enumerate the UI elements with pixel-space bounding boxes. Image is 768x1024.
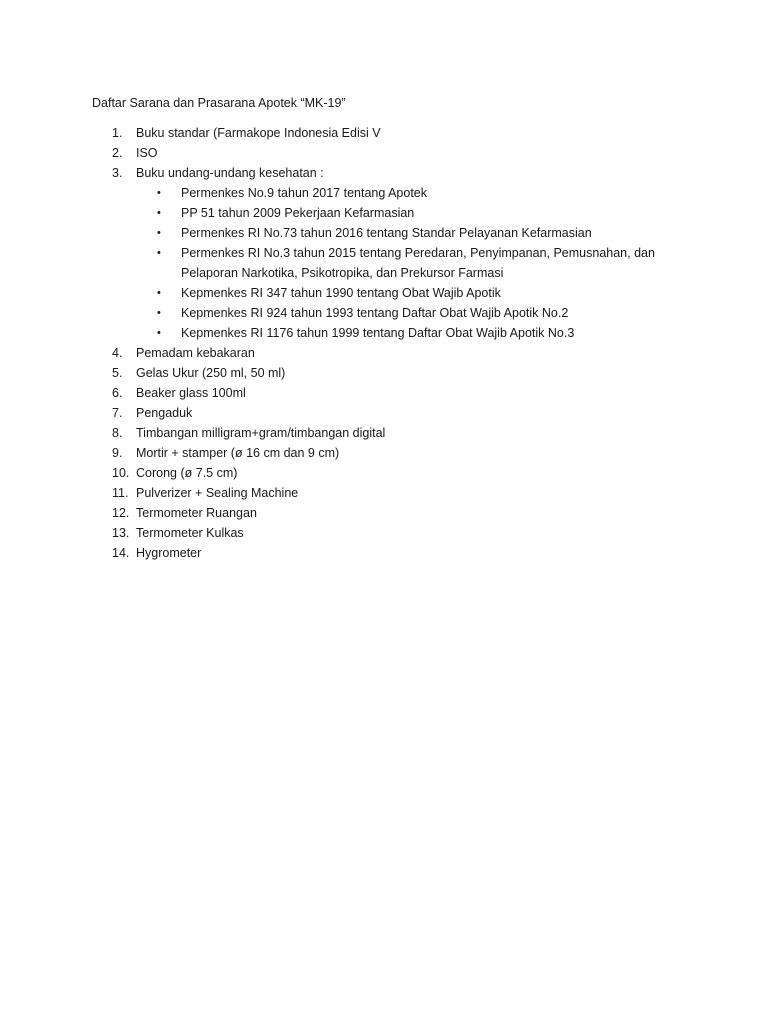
bullet-icon: •	[157, 307, 161, 319]
sublist-item	[0, 203, 768, 223]
item-text: Corong (ø 7.5 cm)	[136, 466, 238, 480]
sublist-item-text: Permenkes RI No.3 tahun 2015 tentang Peredaran, Penyimpanan, Pemusnahan, dan Pelaporan Narkotika, Psikotropika, dan Prekursor Farmasi	[181, 246, 655, 280]
document-title: Daftar Sarana dan Prasarana Apotek “MK-19”	[92, 96, 346, 110]
item-number: 10.	[112, 466, 130, 480]
item-number: 1.	[112, 126, 123, 140]
sublist-item	[0, 243, 768, 283]
item-number: 7.	[112, 406, 123, 420]
item-text: Hygrometer	[136, 546, 202, 560]
item-text: Gelas Ukur (250 ml, 50 ml)	[136, 366, 286, 380]
item-number: 13.	[112, 526, 130, 540]
list-item	[0, 143, 768, 163]
item-text: Mortir + stamper (ø 16 cm dan 9 cm)	[136, 446, 340, 460]
regulation-sublist	[0, 183, 768, 343]
item-text: Termometer Kulkas	[136, 526, 244, 540]
item-number: 12.	[112, 506, 130, 520]
sublist-item-text: Permenkes RI No.73 tahun 2016 tentang Standar Pelayanan Kefarmasian	[181, 226, 592, 240]
item-number: 8.	[112, 426, 123, 440]
bullet-icon: •	[157, 327, 161, 339]
list-item	[0, 423, 768, 443]
item-number: 3.	[112, 166, 123, 180]
list-item	[0, 463, 768, 483]
list-item	[0, 503, 768, 523]
item-text: Beaker glass 100ml	[136, 386, 246, 400]
bullet-icon: •	[157, 187, 161, 199]
equipment-list	[0, 123, 768, 563]
list-item	[0, 483, 768, 503]
sublist-item	[0, 223, 768, 243]
item-text: Timbangan milligram+gram/timbangan digital	[136, 426, 386, 440]
item-text: Buku undang-undang kesehatan :	[136, 166, 324, 180]
item-number: 2.	[112, 146, 123, 160]
sublist-item-text: Kepmenkes RI 347 tahun 1990 tentang Obat Wajib Apotik	[181, 286, 501, 300]
list-item	[0, 123, 768, 143]
item-text: Pengaduk	[136, 406, 193, 420]
list-item	[0, 363, 768, 383]
item-number: 6.	[112, 386, 123, 400]
sublist-item-text: PP 51 tahun 2009 Pekerjaan Kefarmasian	[181, 206, 415, 220]
sublist-item-text: Kepmenkes RI 1176 tahun 1999 tentang Daftar Obat Wajib Apotik No.3	[181, 326, 575, 340]
item-number: 14.	[112, 546, 130, 560]
item-text: Pulverizer + Sealing Machine	[136, 486, 299, 500]
list-item	[0, 543, 768, 563]
list-item-regulations	[0, 163, 768, 343]
list-item	[0, 383, 768, 403]
sublist-item-text: Kepmenkes RI 924 tahun 1993 tentang Daftar Obat Wajib Apotik No.2	[181, 306, 569, 320]
bullet-icon: •	[157, 247, 161, 259]
item-number: 9.	[112, 446, 123, 460]
item-number: 5.	[112, 366, 123, 380]
item-number: 11.	[112, 486, 129, 500]
sublist-item-text: Permenkes No.9 tahun 2017 tentang Apotek	[181, 186, 428, 200]
item-text: Termometer Ruangan	[136, 506, 257, 520]
sublist-item	[0, 323, 768, 343]
item-text: Pemadam kebakaran	[136, 346, 255, 360]
sublist-item	[0, 303, 768, 323]
list-item	[0, 523, 768, 543]
item-number: 4.	[112, 346, 123, 360]
list-item	[0, 403, 768, 423]
list-item	[0, 443, 768, 463]
sublist-item	[0, 283, 768, 303]
sublist-item	[0, 183, 768, 203]
list-item	[0, 343, 768, 363]
item-text: Buku standar (Farmakope Indonesia Edisi V	[136, 126, 381, 140]
bullet-icon: •	[157, 207, 161, 219]
bullet-icon: •	[157, 227, 161, 239]
bullet-icon: •	[157, 287, 161, 299]
item-text: ISO	[136, 146, 158, 160]
